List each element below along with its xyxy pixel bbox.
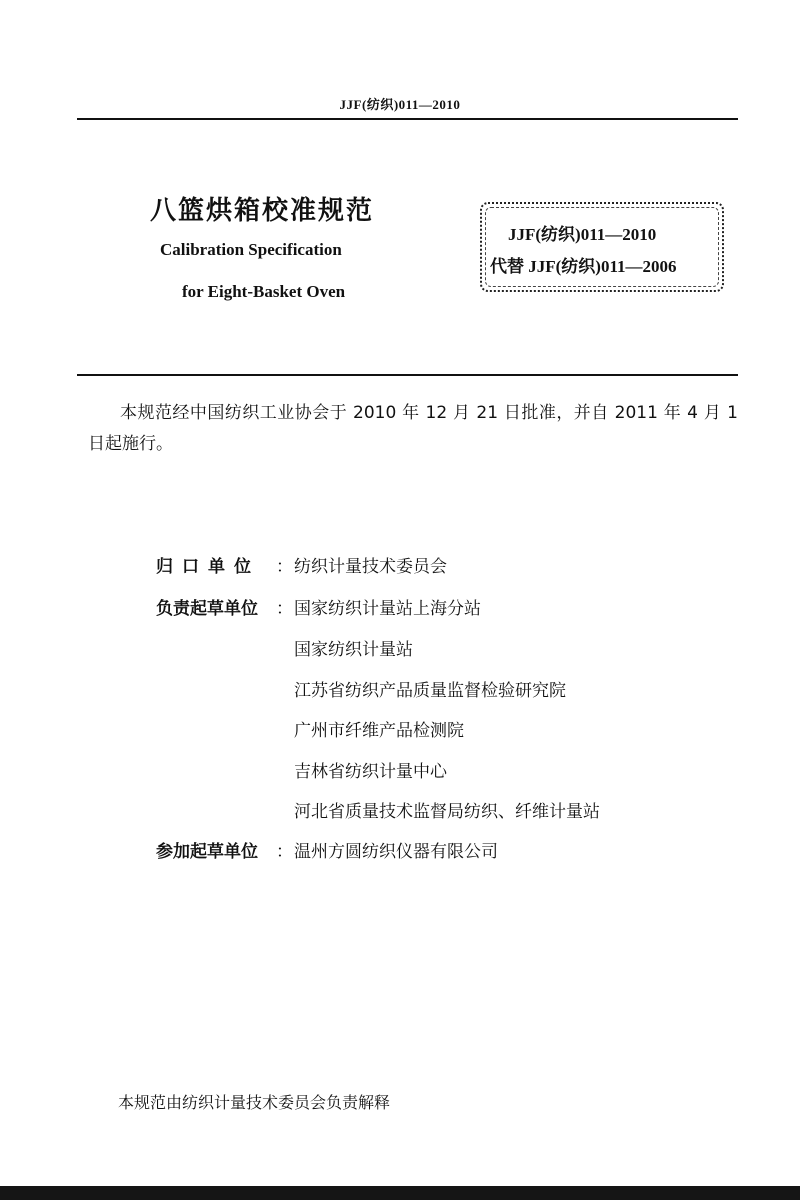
title-english-line1: Calibration Specification <box>160 240 342 259</box>
colon: ： <box>276 557 293 577</box>
interpretation-note: 本规范由纺织计量技术委员会负责解释 <box>118 1093 391 1112</box>
participating-unit-value: 温州方圆纺织仪器有限公司 <box>294 842 498 862</box>
scan-bottom-edge <box>0 1186 800 1200</box>
responsible-unit-label: 归口单位 <box>156 557 260 577</box>
drafting-unit-item: 广州市纤维产品检测院 <box>294 721 464 741</box>
code-box-current-code: JJF(纺织)011—2010 <box>508 225 657 244</box>
header-standard-code: JJF(纺织)011—2010 <box>339 97 461 112</box>
drafting-unit-item: 吉林省纺织计量中心 <box>294 762 447 782</box>
code-box-replaces-code: 代替 JJF(纺织)011—2006 <box>490 257 677 276</box>
title-english-line2: for Eight-Basket Oven <box>182 282 346 301</box>
approval-statement: 本规范经中国纺织工业协会于 2010 年 12 月 21 日批准，并自 2011 年 4 月 1 日起施行。 <box>88 403 738 454</box>
participating-units-label: 参加起草单位 <box>156 842 258 862</box>
drafting-unit-item: 江苏省纺织产品质量监督检验研究院 <box>294 681 566 701</box>
title-chinese: 八篮烘箱校准规范 <box>150 196 375 226</box>
responsible-unit-value: 纺织计量技术委员会 <box>294 557 447 577</box>
standard-code-box <box>480 202 724 292</box>
header-rule <box>77 118 738 120</box>
drafting-unit-item: 国家纺织计量站 <box>294 640 413 660</box>
drafting-unit-item: 国家纺织计量站上海分站 <box>294 599 481 619</box>
colon: ： <box>276 842 293 862</box>
drafting-unit-item: 河北省质量技术监督局纺织、纤维计量站 <box>294 802 600 822</box>
colon: ： <box>276 599 293 619</box>
drafting-units-label: 负责起草单位 <box>156 599 258 619</box>
section-rule <box>77 374 738 376</box>
